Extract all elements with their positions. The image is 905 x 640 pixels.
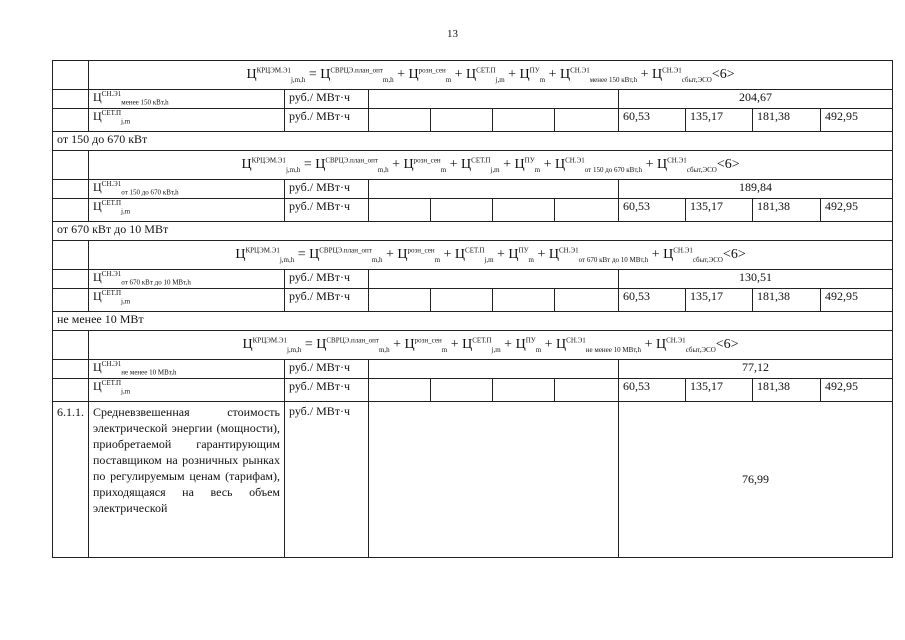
formula-row bbox=[89, 151, 893, 180]
page-number: 13 bbox=[447, 28, 458, 40]
unit-cell: руб./ МВт·ч bbox=[285, 180, 369, 199]
unit-cell: руб./ МВт·ч bbox=[285, 270, 369, 289]
group-heading: от 670 кВт до 10 МВт bbox=[53, 222, 893, 241]
net-value-vn: 60,53 bbox=[619, 289, 686, 312]
item-value: 76,99 bbox=[619, 402, 893, 558]
number-cell bbox=[53, 61, 89, 90]
set-symbol: $Ц^{СЕТ.П}_{j,m}$ bbox=[89, 289, 285, 312]
unit-cell: руб./ МВт·ч bbox=[285, 199, 369, 222]
sn-symbol: $Ц^{СН.Э1}_{не менее 10 МВт,h}$ bbox=[89, 360, 285, 379]
formula-text: $Ц^{КРЦЭМ.Э1}_{j,m,h} = Ц^{СВРЦЭ.план\_опт}_{m,h} + Ц^{розн\_сен}_m + Ц^{СЕТ.П}_{j,m} + Ц^{ПУ}_m + Ц^{СН.Э1}_{от 670 кВт до 10 МВт,h} + Ц^{СН.Э1}_{сбыт,ЭСО}<6>$ bbox=[235, 246, 746, 264]
formula-text: $Ц^{КРЦЭМ.Э1}_{j,m,h} = Ц^{СВРЦЭ.план\_опт}_{m,h} + Ц^{розн\_сен}_m + Ц^{СЕТ.П}_{j,m} + Ц^{ПУ}_m + Ц^{СН.Э1}_{не менее 10 МВт,h} + Ц^{СН.Э1}_{сбыт,ЭСО}<6>$ bbox=[242, 336, 739, 354]
set-symbol: $Ц^{СЕТ.П}_{j,m}$ bbox=[89, 379, 285, 402]
net-value-sn2: 181,38 bbox=[753, 289, 821, 312]
formula-text: $Ц^{КРЦЭМ.Э1}_{j,m,h} = Ц^{СВРЦЭ.план\_опт}_{m,h} + Ц^{розн\_сен}_m + Ц^{СЕТ.П}_{j,m} + Ц^{ПУ}_m + Ц^{СН.Э1}_{менее 150 кВт,h} + Ц^{СН.Э1}_{сбыт,ЭСО}<6>$ bbox=[246, 66, 735, 84]
item-unit: руб./ МВт·ч bbox=[285, 402, 369, 558]
sn-value: 189,84 bbox=[619, 180, 893, 199]
net-value-sn1: 135,17 bbox=[686, 379, 753, 402]
tariff-table bbox=[52, 60, 893, 558]
net-value-vn: 60,53 bbox=[619, 199, 686, 222]
item-description: Средневзвешенная стоимость электрической энергии (мощности), приобретаемой гарантирующим поставщиком на розничных рынках по регулируемым ценам (тарифам), приходящаяся на весь объем электрической bbox=[89, 402, 285, 558]
sn-symbol: $Ц^{СН.Э1}_{от 670 кВт до 10 МВт,h}$ bbox=[89, 270, 285, 289]
formula-row bbox=[89, 241, 893, 270]
formula-row bbox=[89, 331, 893, 360]
net-value-sn2: 181,38 bbox=[753, 199, 821, 222]
sn-value: 130,51 bbox=[619, 270, 893, 289]
net-value-vn: 60,53 bbox=[619, 379, 686, 402]
group-heading: не менее 10 МВт bbox=[53, 312, 893, 331]
unit-cell: руб./ МВт·ч bbox=[285, 90, 369, 109]
net-value-nn: 492,95 bbox=[821, 379, 893, 402]
net-value-sn1: 135,17 bbox=[686, 199, 753, 222]
net-value-sn1: 135,17 bbox=[686, 109, 753, 132]
net-value-sn2: 181,38 bbox=[753, 109, 821, 132]
set-symbol: $Ц^{СЕТ.П}_{j,m}$ bbox=[89, 109, 285, 132]
net-value-sn2: 181,38 bbox=[753, 379, 821, 402]
unit-cell: руб./ МВт·ч bbox=[285, 379, 369, 402]
item-number: 6.1.1. bbox=[53, 402, 89, 558]
set-symbol: $Ц^{СЕТ.П}_{j,m}$ bbox=[89, 199, 285, 222]
net-value-vn: 60,53 bbox=[619, 109, 686, 132]
formula-text: $Ц^{КРЦЭМ.Э1}_{j,m,h} = Ц^{СВРЦЭ.план\_опт}_{m,h} + Ц^{розн\_сен}_m + Ц^{СЕТ.П}_{j,m} + Ц^{ПУ}_m + Ц^{СН.Э1}_{от 150 до 670 кВт,h} + Ц^{СН.Э1}_{сбыт,ЭСО}<6>$ bbox=[241, 156, 740, 174]
net-value-sn1: 135,17 bbox=[686, 289, 753, 312]
sn-symbol: $Ц^{СН.Э1}_{от 150 до 670 кВт,h}$ bbox=[89, 180, 285, 199]
unit-cell: руб./ МВт·ч bbox=[285, 360, 369, 379]
net-value-nn: 492,95 bbox=[821, 289, 893, 312]
sn-symbol: $Ц^{СН.Э1}_{менее 150 кВт,h}$ bbox=[89, 90, 285, 109]
formula-row bbox=[89, 61, 893, 90]
unit-cell: руб./ МВт·ч bbox=[285, 109, 369, 132]
net-value-nn: 492,95 bbox=[821, 109, 893, 132]
unit-cell: руб./ МВт·ч bbox=[285, 289, 369, 312]
sn-value: 77,12 bbox=[619, 360, 893, 379]
net-value-nn: 492,95 bbox=[821, 199, 893, 222]
group-heading: от 150 до 670 кВт bbox=[53, 132, 893, 151]
sn-value: 204,67 bbox=[619, 90, 893, 109]
